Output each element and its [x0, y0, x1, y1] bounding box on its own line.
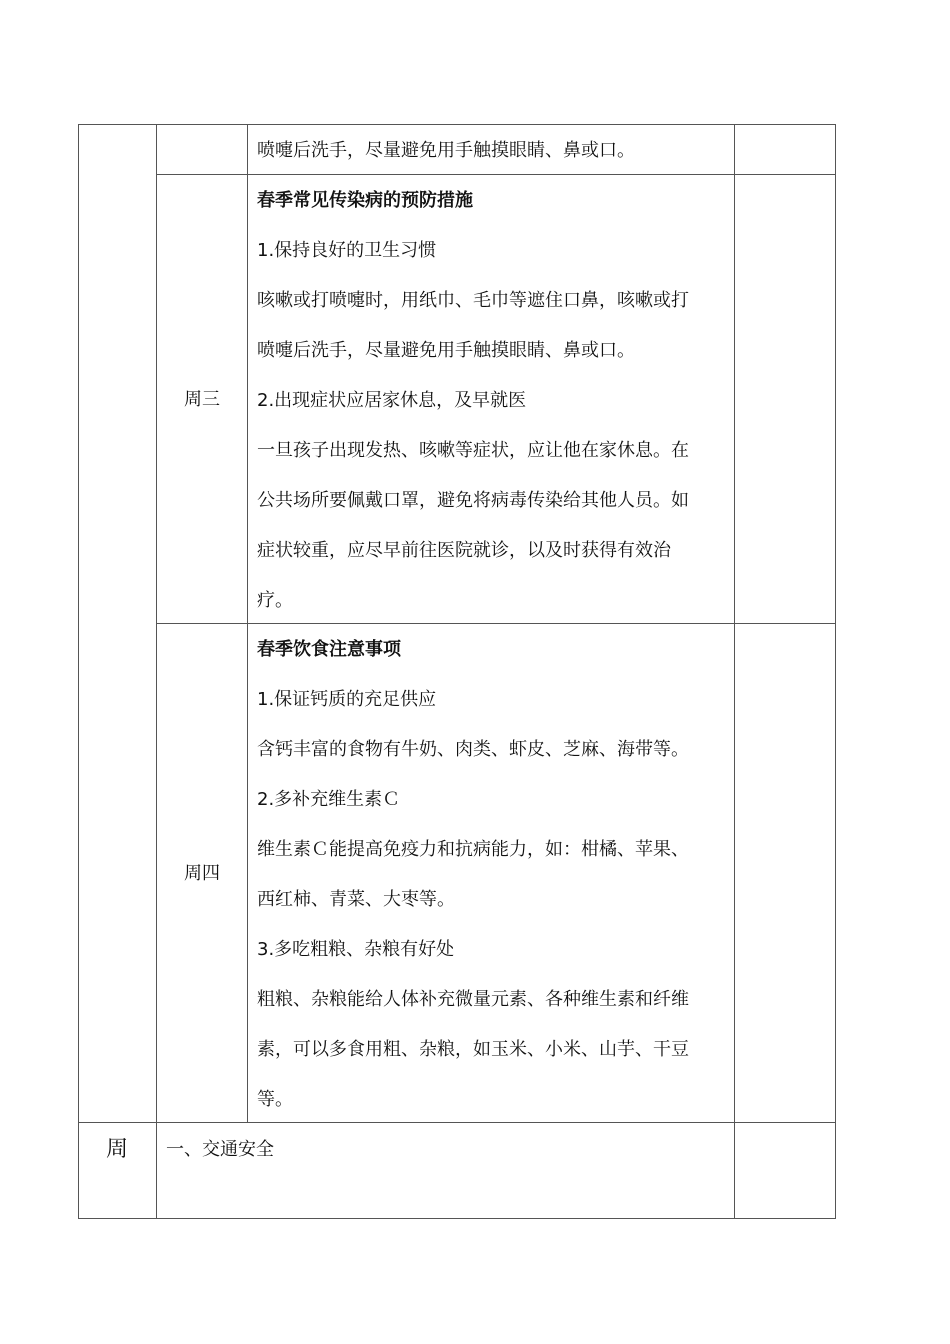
content-line: 一旦孩子出现发热、咳嗽等症状，应让他在家休息。在: [257, 440, 689, 461]
content-line: 症状较重，应尽早前往医院就诊，以及时获得有效治: [257, 540, 671, 561]
table-border-right: [835, 124, 836, 1219]
content-line: 素，可以多食用粗、杂粮，如玉米、小米、山芋、干豆: [257, 1039, 689, 1060]
table-row-divider-3: [78, 1122, 836, 1123]
content-line: 喷嚏后洗手，尽量避免用手触摸眼睛、鼻或口。: [257, 140, 635, 161]
table-border-left: [78, 124, 79, 1219]
day-label-wednesday: 周三: [184, 389, 220, 410]
table-col-divider-3: [734, 124, 735, 1219]
table-col-divider-1: [156, 124, 157, 1219]
section-title: 春季饮食注意事项: [257, 639, 401, 660]
content-line: 1.保证钙质的充足供应: [257, 689, 437, 710]
schedule-table: [78, 124, 836, 1219]
content-line: 咳嗽或打喷嚏时，用纸巾、毛巾等遮住口鼻，咳嗽或打: [257, 290, 689, 311]
section-heading-traffic-safety: 一、交通安全: [166, 1139, 274, 1160]
content-line: 2.多补充维生素Ｃ: [257, 789, 401, 810]
day-label-thursday: 周四: [184, 863, 220, 884]
content-line: 等。: [257, 1089, 293, 1110]
section-title: 春季常见传染病的预防措施: [257, 190, 473, 211]
content-line: 喷嚏后洗手，尽量避免用手触摸眼睛、鼻或口。: [257, 340, 635, 361]
content-line: 粗粮、杂粮能给人体补充微量元素、各种维生素和纤维: [257, 989, 689, 1010]
content-line: 维生素Ｃ能提高免疫力和抗病能力，如：柑橘、苹果、: [257, 839, 689, 860]
table-border-bottom: [78, 1218, 836, 1219]
content-line: 含钙丰富的食物有牛奶、肉类、虾皮、芝麻、海带等。: [257, 739, 689, 760]
content-line: 西红柿、青菜、大枣等。: [257, 889, 455, 910]
content-line: 1.保持良好的卫生习惯: [257, 240, 437, 261]
table-border-top: [78, 124, 836, 125]
content-line: 公共场所要佩戴口罩，避免将病毒传染给其他人员。如: [257, 490, 689, 511]
content-line: 3.多吃粗粮、杂粮有好处: [257, 939, 455, 960]
content-line: 疗。: [257, 590, 293, 611]
week-label: 周: [105, 1137, 128, 1162]
content-line: 2.出现症状应居家休息，及早就医: [257, 390, 527, 411]
